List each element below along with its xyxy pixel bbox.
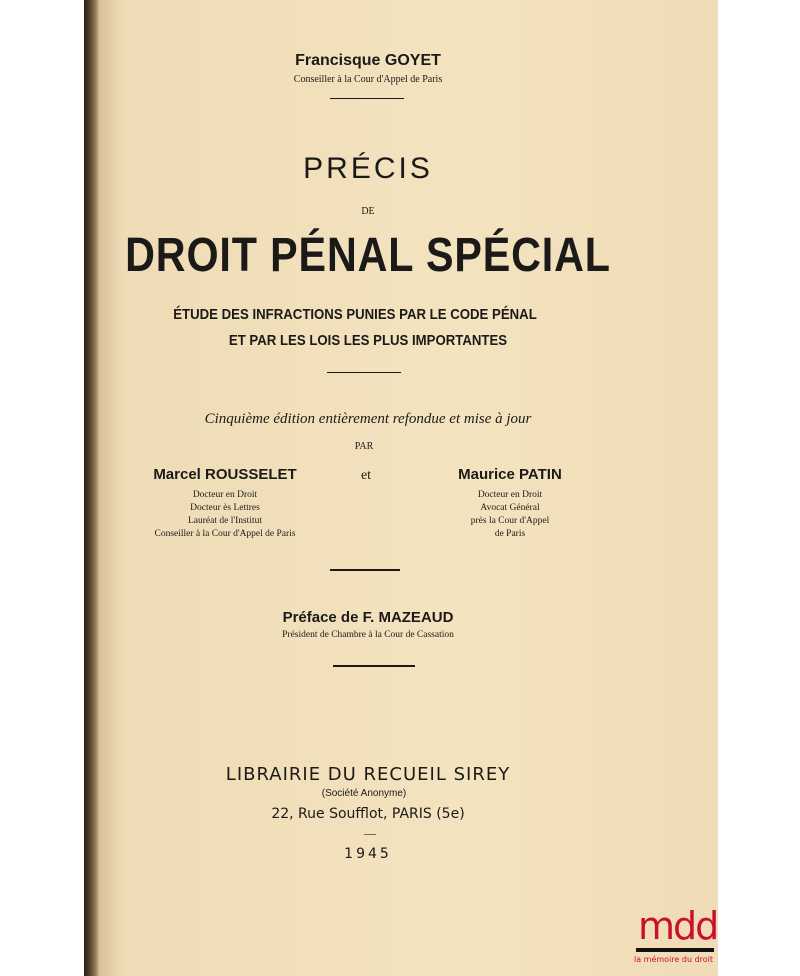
subtitle-line-2: ET PAR LES LOIS LES PLUS IMPORTANTES: [228, 332, 508, 349]
et-word: et: [360, 468, 372, 483]
publication-year: 1945: [344, 846, 392, 862]
coauthor-1-line: Conseiller à la Cour d'Appel de Paris: [154, 529, 296, 539]
coauthor-2-line: près la Cour d'Appel: [470, 516, 550, 526]
coauthor-1-name: Marcel ROUSSELET: [153, 466, 297, 483]
publisher-dash: —: [364, 826, 376, 840]
divider-2: [327, 372, 401, 373]
par-word: PAR: [354, 441, 374, 452]
preface-subtitle: Président de Chambre à la Cour de Cassation: [282, 630, 454, 640]
book-title-page: [84, 0, 718, 976]
mdd-logo: [634, 904, 718, 970]
coauthor-1-line: Docteur en Droit: [192, 490, 258, 500]
de-word: DE: [361, 206, 375, 217]
preface-title: Préface de F. MAZEAUD: [282, 609, 454, 626]
author-name: Francisque GOYET: [295, 52, 441, 69]
mdd-logo-text: mdd: [638, 904, 718, 948]
coauthor-2-line: Avocat Général: [480, 503, 540, 513]
book-spine-shadow: [84, 0, 98, 976]
coauthor-2-line: Docteur en Droit: [477, 490, 543, 500]
publisher-type: (Société Anonyme): [321, 788, 407, 799]
coauthor-2-line: de Paris: [494, 529, 526, 539]
precis-heading: PRÉCIS: [303, 152, 433, 185]
coauthor-2-name: Maurice PATIN: [458, 466, 562, 483]
edition-line: Cinquième édition entièrement refondue et mise à jour: [204, 411, 532, 427]
subtitle-line-1: ÉTUDE DES INFRACTIONS PUNIES PAR LE CODE PÉNAL: [173, 306, 537, 323]
mdd-logo-bar: [636, 948, 714, 952]
coauthor-1-line: Docteur ès Lettres: [190, 503, 260, 513]
main-title: DROIT PÉNAL SPÉCIAL: [125, 229, 611, 282]
divider-1: [330, 98, 404, 99]
divider-3: [330, 569, 400, 571]
coauthor-1-line: Lauréat de l'Institut: [188, 516, 262, 526]
publisher-address: 22, Rue Soufflot, PARIS (5e): [271, 806, 465, 822]
author-title: Conseiller à la Cour d'Appel de Paris: [293, 74, 443, 85]
mdd-logo-tagline: la mémoire du droit: [634, 955, 714, 964]
divider-4: [333, 665, 415, 667]
publisher-name: LIBRAIRIE DU RECUEIL SIREY: [225, 764, 511, 785]
